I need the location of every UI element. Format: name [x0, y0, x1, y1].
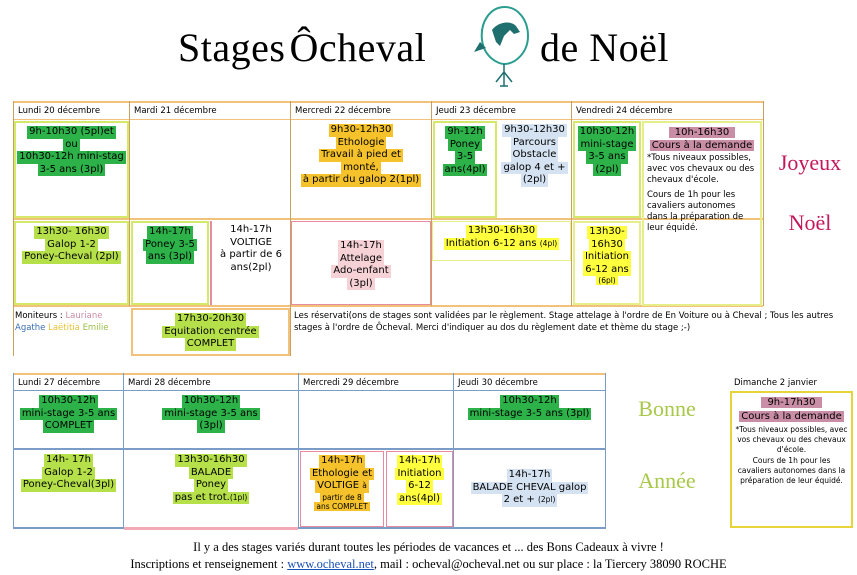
title-left: Stages: [178, 25, 286, 70]
moniteur-name: Agathe: [15, 323, 46, 334]
day-header-mon-20: Lundi 20 décembre: [18, 106, 101, 116]
footer-line-1: Il y a des stages variés durant toutes les périodes de vacances et ... des Bons Cadeaux à vivre !: [193, 540, 664, 554]
page-title: [178, 24, 426, 74]
slot-fri24-am[interactable]: 10h30-12h mini-stage 3-5 ans (2pl): [573, 121, 641, 218]
slot-mon20-pm[interactable]: 13h30- 16h30 Galop 1-2 Poney-Cheval (2pl): [14, 221, 129, 305]
slot-tue21-pm-poney[interactable]: 14h-17h Poney 3-5 ans (3pl): [131, 221, 209, 305]
slot-thu23-pm[interactable]: 13h30-16h30 Initiation 6-12 ans (4pl): [432, 221, 571, 261]
day-header-thu-23: Jeudi 23 décembre: [436, 106, 516, 116]
slot-mon20-am[interactable]: 9h-10h30 (5pl)et ou 10h30-12h mini-stag 3-5 ans (3pl): [14, 121, 129, 218]
slot-thu30-am[interactable]: 10h30-12h mini-stage 3-5 ans (3pl): [469, 395, 590, 419]
day-header-fri-24: Vendredi 24 décembre: [576, 106, 673, 116]
slot-wed22-pm[interactable]: 14h-17h Attelage Ado-enfant (3pl): [291, 221, 431, 305]
greeting-annee: Année: [638, 468, 696, 493]
slot-fri24-pm[interactable]: 13h30- 16h30 Initiation 6-12 ans (6pl): [573, 221, 641, 305]
slot-cours-a-la-demande-1[interactable]: 10h-16h30 Cours à la demande *Tous niveaux possibles, avec vos chevaux ou des chevaux d'école. Cours de 1h pour les cavaliers autonomes dans la préparation de leur équidé.: [642, 121, 762, 306]
title-right: de Noël: [540, 25, 670, 70]
day-header-wed-22: Mercredi 22 décembre: [295, 106, 391, 116]
slot-wed29-pm-voltige[interactable]: 14h-17h Ethologie et VOLTIGE à partir de 8 ans COMPLET: [300, 451, 384, 527]
slot-mon27-pm[interactable]: 14h- 17h Galop 1-2 Poney-Cheval(3pl): [22, 454, 115, 490]
slot-thu30-pm[interactable]: 14h-17h BALADE CHEVAL galop 2 et + (2pl): [472, 469, 587, 505]
slot-thu23-am-obstacle[interactable]: 9h30-12h30 Parcours Obstacle galop 4 et + (2pl): [503, 124, 566, 185]
greeting-noel: Noël: [788, 210, 832, 235]
day-header-wed-29: Mercredi 29 décembre: [303, 378, 399, 388]
reservation-note: Les réservati(ons de stages sont validées par le règlement. Stage attelage à l'ordre de En Voiture ou à Cheval ; Tous les autres stages à l'ordre de Ôcheval. Merci d'indiquer au dos du règlement date et thème du stage ;-): [294, 311, 834, 334]
moniteur-name: Emilie: [82, 323, 109, 334]
footer-line-2: Inscriptions et renseignement : www.ocheval.net, mail : ocheval@ocheval.net ou sur place : la Tiercery 38090 ROCHE: [130, 557, 727, 571]
slot-wed29-pm-initiation[interactable]: 14h-17h Initiation 6-12 ans(4pl): [386, 451, 453, 527]
website-link[interactable]: www.ocheval.net: [287, 557, 374, 571]
horse-logo-icon: [470, 2, 540, 92]
day-header-tue-28: Mardi 28 décembre: [128, 378, 211, 388]
moniteur-name: Lauriane: [65, 311, 103, 321]
moniteurs-legend: Moniteurs : Lauriane Agathe Laëtitia Emilie: [15, 311, 109, 334]
moniteur-name: Laëtitia: [48, 323, 80, 334]
slot-tue21-pm-voltige[interactable]: 14h-17h VOLTIGE à partir de 6 ans(2pl): [210, 221, 290, 305]
slot-tue21-evening[interactable]: 17h30-20h30 Equitation centrée COMPLET: [131, 308, 290, 356]
slot-wed22-am[interactable]: 9h30-12h30 Ethologie Travail à pied et monté, à partir du galop 2(1pl): [302, 124, 420, 185]
greeting-joyeux: Joyeux: [778, 150, 842, 175]
title-brand: Ôcheval: [289, 25, 427, 70]
day-header-thu-30: Jeudi 30 décembre: [458, 378, 538, 388]
slot-mon27-am[interactable]: 10h30-12h mini-stage 3-5 ans COMPLET: [21, 395, 116, 431]
greeting-bonne: Bonne: [638, 396, 696, 421]
slot-thu23-am-poney[interactable]: 9h-12h Poney 3-5 ans(4pl): [433, 121, 497, 218]
slot-cours-a-la-demande-2[interactable]: 9h-17h30 Cours à la demande *Tous niveaux possibles, avec vos chevaux ou des chevaux d'école. Cours de 1h pour les cavaliers autonomes dans la préparation de leur équidé.: [730, 391, 853, 528]
day-header-sun-2: Dimanche 2 janvier: [734, 378, 817, 388]
day-header-mon-27: Lundi 27 décembre: [18, 378, 101, 388]
day-header-tue-21: Mardi 21 décembre: [134, 106, 217, 116]
slot-tue28-am[interactable]: 10h30-12h mini-stage 3-5 ans (3pl): [164, 395, 258, 431]
slot-tue28-pm[interactable]: 13h30-16h30 BALADE Poney pas et trot.(1pl): [174, 454, 248, 503]
